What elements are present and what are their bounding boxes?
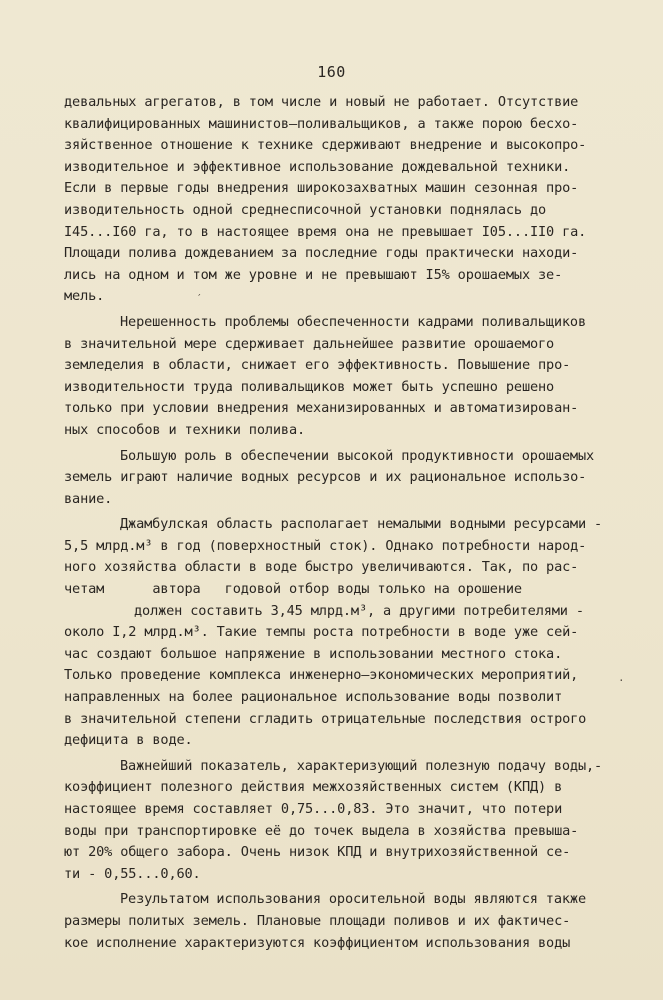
text-line: мель. [64, 288, 105, 305]
text-line: четам автора годовой отбор воды только на орошение [64, 581, 522, 598]
text-line: ти - 0,55...0,60. [64, 865, 201, 882]
stray-mark: ′ [196, 292, 203, 305]
text-line: только при условии внедрения механизированных и автоматизирован- [64, 400, 579, 417]
text-line: изводительное и эффективное использование дождевальной техники. [64, 158, 571, 175]
text-line: квалифицированных машинистов–поливальщиков, а также порою бесхо- [64, 115, 579, 132]
text-line: коэффициент полезного действия межхозяйственных систем (КПД) в [64, 779, 563, 796]
text-line: Большую роль в обеспечении высокой продуктивности орошаемых [120, 447, 595, 464]
text-line: час создают большое напряжение в использовании местного стока. [64, 645, 563, 662]
text-line: в значительной мере сдерживает дальнейшее развитие орошаемого [64, 335, 555, 352]
text-line: дефицита в воде. [64, 732, 193, 749]
text-line: воды при транспортировке её до точек выдела в хозяйства превыша- [64, 822, 579, 839]
text-line: земледелия в области, снижает его эффективность. Повышение про- [64, 357, 571, 374]
text-line: ного хозяйства области в воде быстро увеличиваются. Так, по рас- [64, 559, 579, 576]
text-line: настоящее время составляет 0,75...0,83. Это значит, что потери [64, 801, 563, 817]
text-line: лись на одном и том же уровне и не превышают I5% орошаемых зе- [64, 266, 563, 283]
text-line: Если в первые годы внедрения широкозахватных машин сезонная про- [64, 180, 579, 197]
page-number: 160 [317, 63, 346, 81]
text-line: изводительности труда поливальщиков может быть успешно решено [64, 378, 555, 395]
text-line: девальных агрегатов, в том числе и новый не работает. Отсутствие [64, 94, 579, 110]
text-line: ют 20% общего забора. Очень низок КПД и внутрихозяйственной се- [64, 844, 571, 861]
text-line: I45...I60 га, то в настоящее время она не превышает I05...II0 га. [64, 223, 587, 240]
text-line: кое исполнение характеризуются коэффициентом использования воды [64, 934, 571, 951]
body-text [64, 92, 630, 954]
text-line: изводительность одной среднесписочной установки поднялась до [64, 201, 547, 218]
text-line: 5,5 млрд.м³ в год (поверхностный сток). Однако потребности народ- [64, 537, 587, 554]
text-line: ных способов и техники полива. [64, 421, 306, 438]
text-line: размеры политых земель. Плановые площади поливов и их фактичес- [64, 912, 571, 929]
text-line: вание. [64, 490, 113, 507]
text-line: направленных на более рациональное использование воды позволит [64, 689, 563, 706]
text-line: зяйственное отношение к технике сдерживают внедрение и высокопро- [64, 137, 587, 154]
text-line: Джамбулская область располагает немалыми водными ресурсами - [120, 516, 603, 533]
text-line: около I,2 млрд.м³. Такие темпы роста потребности в воде уже сей- [64, 624, 579, 641]
text-line: Результатом использования оросительной воды являются также [120, 891, 586, 908]
text-line: Нерешенность проблемы обеспеченности кадрами поливальщиков [120, 313, 586, 330]
stray-mark: · [618, 674, 625, 687]
text-line: Важнейший показатель, характеризующий полезную подачу воды,- [120, 757, 603, 774]
text-line: в значительной степени сгладить отрицательные последствия острого [64, 710, 587, 727]
text-line: земель играют наличие водных ресурсов и их рациональное использо- [64, 469, 587, 486]
text-line: должен составить 3,45 млрд.м³, а другими потребителями - [134, 602, 584, 619]
text-line: Только проведение комплекса инженерно–экономических мероприятий, [64, 667, 579, 684]
text-line: Площади полива дождеванием за последние годы практически находи- [64, 245, 579, 262]
